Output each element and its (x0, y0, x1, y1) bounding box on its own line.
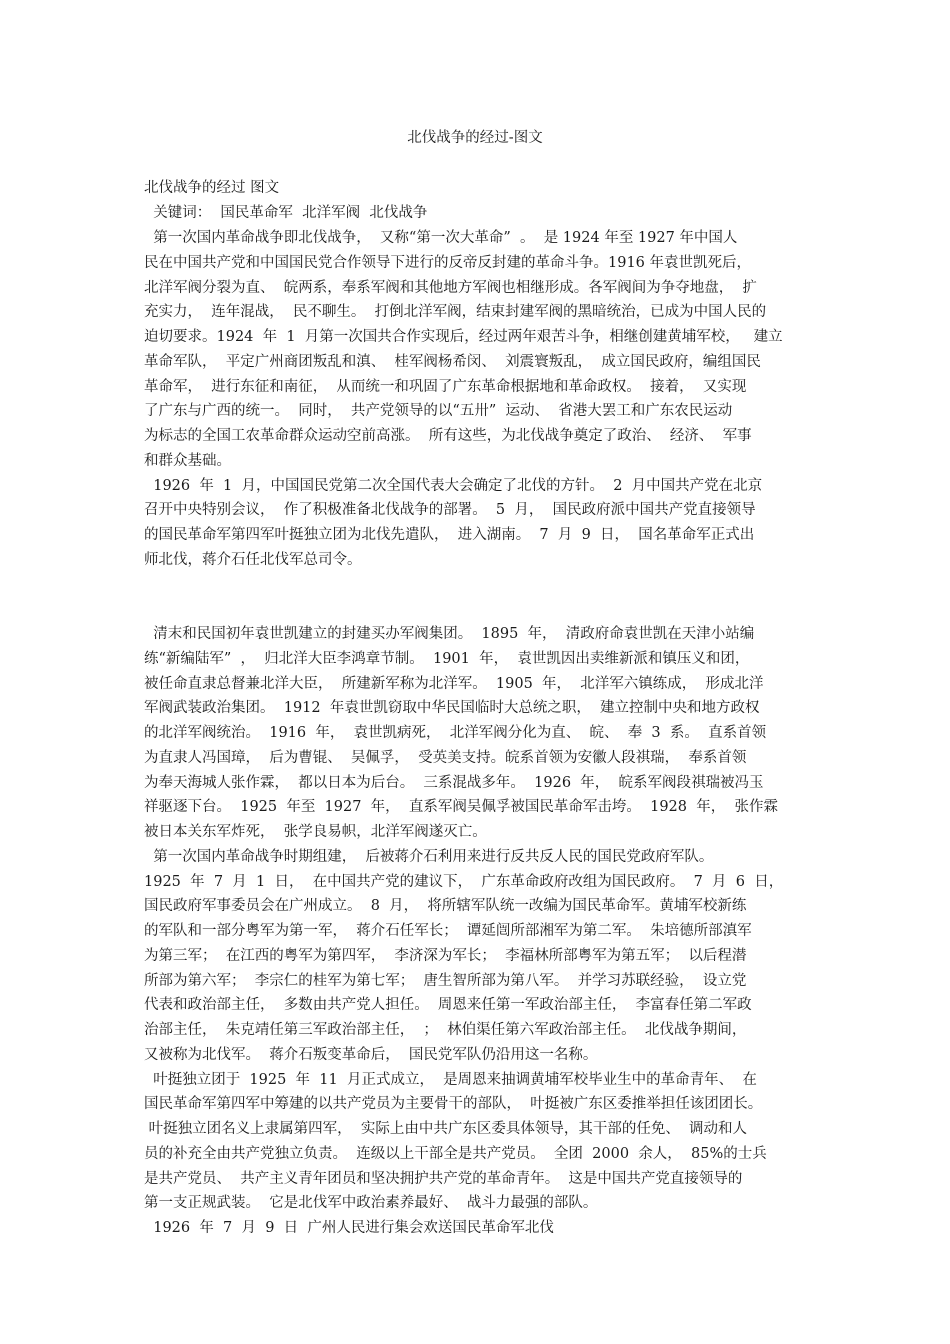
text-line: 被日本关东军炸死， 张学良易帜，北洋军阀遂灭亡。 (144, 824, 487, 840)
text-line: 师北伐，蒋介石任北伐军总司令。 (144, 551, 362, 568)
text-line: 代表和政治部主任， 多数由共产党人担任。 周恩来任第一军政治部主任， 李富春任第二军政 (144, 997, 752, 1014)
text-line: 为第三军； 在江西的粤军为第四军， 李济深为军长； 李福林所部粤军为第五军； 以后程潜 (144, 947, 747, 964)
text-line: 叶挺独立团于 1925 年 11 月正式成立， 是周恩来抽调黄埔军校毕业生中的革命青年、 在 (144, 1071, 757, 1088)
text-line: 召开中央特别会议， 作了积极准备北伐战争的部署。 5 月， 国民政府派中国共产党直接领导 (144, 502, 756, 519)
text-line: 是共产党员、 共产主义青年团员和坚决拥护共产党的革命青年。 这是中国共产党直接领导的 (144, 1170, 743, 1187)
text-line: 了广东与广西的统一。 同时， 共产党领导的以“五卅” 运动、 省港大罢工和广东农民运动 (144, 403, 733, 420)
text-line: 迫切要求。1924 年 1 月第一次国共合作实现后，经过两年艰苦斗争，相继创建黄埔军校， 建立 (144, 329, 783, 345)
text-line: 1926 年 7 月 9 日 广州人民进行集会欢送国民革命军北伐 (144, 1220, 554, 1236)
text-line: 为奉天海城人张作霖， 都以日本为后台。 三系混战多年。 1926 年， 皖系军阀段祺瑞被冯玉 (144, 774, 764, 791)
text-line: 清末和民国初年袁世凯建立的封建买办军阀集团。 1895 年， 清政府命袁世凯在天津小站编 (144, 626, 755, 642)
text-line: 民在中国共产党和中国国民党合作领导下进行的反帝反封建的革命斗争。1916 年袁世凯死后， (144, 254, 752, 271)
text-line: 充实力， 连年混战， 民不聊生。 打倒北洋军阀，结束封建军阀的黑暗统治，已成为中国人民的 (144, 304, 767, 321)
text-line: 祥驱逐下台。 1925 年至 1927 年， 直系军阀吴佩孚被国民革命军击垮。 1928 年， 张作霖 (144, 799, 778, 816)
document-title: 北伐战争的经过-图文 (407, 130, 543, 146)
text-line: 为直隶人冯国璋， 后为曹锟、 吴佩孚， 受英美支持。皖系首领为安徽人段祺瑞， 奉系首领 (144, 749, 747, 766)
text-line: 军阀武装政治集团。 1912 年袁世凯窃取中华民国临时大总统之职， 建立控制中央和地方政权 (144, 700, 760, 717)
keywords-line: 关键词： 国民革命军 北洋军阀 北伐战争 (144, 205, 428, 221)
text-line: 员的补充全由共产党独立负责。 连级以上干部全是共产党员。 全团 2000 余人， 85%的士兵 (144, 1145, 767, 1162)
text-line: 革命军队， 平定广州商团叛乱和滇、 桂军阀杨希闵、 刘震寰叛乱， 成立国民政府，编组国民 (144, 353, 761, 370)
text-line: 的军队和一部分粤军为第一军， 蒋介石任军长； 谭延闿所部湘军为第二军。 朱培德所部滇军 (144, 923, 752, 939)
text-line: 被任命直隶总督兼北洋大臣， 所建新军称为北洋军。 1905 年， 北洋军六镇练成， 形成北洋 (144, 675, 764, 692)
text-line: 的北洋军阀统治。 1916 年， 袁世凯病死， 北洋军阀分化为直、 皖、 奉 3 系。 直系首领 (144, 725, 767, 741)
text-line: 第一支正规武装。 它是北伐军中政治素养最好、 战斗力最强的部队。 (144, 1195, 598, 1212)
text-line: 和群众基础。 (144, 452, 231, 469)
text-line: 1925 年 7 月 1 日， 在中国共产党的建议下， 广东革命政府改组为国民政府。 7 月 6 日， (144, 873, 784, 890)
text-line: 叶挺独立团名义上隶属第四军， 实际上由中共广东区委具体领导，其干部的任免、 调动和人 (144, 1121, 748, 1137)
text-line: 所部为第六军； 李宗仁的桂军为第七军； 唐生智所部为第八军。 并学习苏联经验， 设立党 (144, 972, 747, 989)
text-line: 国民革命军第四军中筹建的以共产党员为主要骨干的部队， 叶挺被广东区委推举担任该团团长。 (144, 1096, 763, 1113)
text-line: 北洋军阀分裂为直、 皖两系，奉系军阀和其他地方军阀也相继形成。各军阀间为争夺地盘， 扩 (144, 279, 757, 296)
document-heading: 北伐战争的经过 图文 (144, 180, 280, 196)
text-line: 治部主任， 朱克靖任第三军政治部主任， ； 林伯渠任第六军政治部主任。 北伐战争期间， (144, 1022, 747, 1038)
text-line: 第一次国内革命战争时期组建， 后被蒋介石利用来进行反共反人民的国民党政府军队。 (144, 848, 714, 865)
text-line: 又被称为北伐军。 蒋介石叛变革命后， 国民党军队仍沿用这一名称。 (144, 1046, 598, 1063)
text-line: 练“新编陆军” ， 归北洋大臣李鸿章节制。 1901 年， 袁世凯因出卖维新派和镇压义和团， (144, 650, 750, 667)
text-line: 第一次国内革命战争即北伐战争， 又称“第一次大革命” 。 是 1924 年至 1927 年中国人 (144, 230, 738, 246)
text-line: 的国民革命军第四军叶挺独立团为北伐先遣队， 进入湖南。 7 月 9 日， 国名革命军正式出 (144, 527, 755, 543)
text-line: 革命军， 进行东征和南征， 从而统一和巩固了广东革命根据地和革命政权。 接着， 又实现 (144, 378, 747, 395)
text-line: 为标志的全国工农革命群众运动空前高涨。 所有这些，为北伐战争奠定了政治、 经济、 军事 (144, 428, 752, 444)
text-line: 国民政府军事委员会在广州成立。 8 月， 将所辖军队统一改编为国民革命军。黄埔军校新练 (144, 898, 747, 915)
text-line: 1926 年 1 月，中国国民党第二次全国代表大会确定了北伐的方针。 2 月中国共产党在北京 (144, 477, 763, 494)
